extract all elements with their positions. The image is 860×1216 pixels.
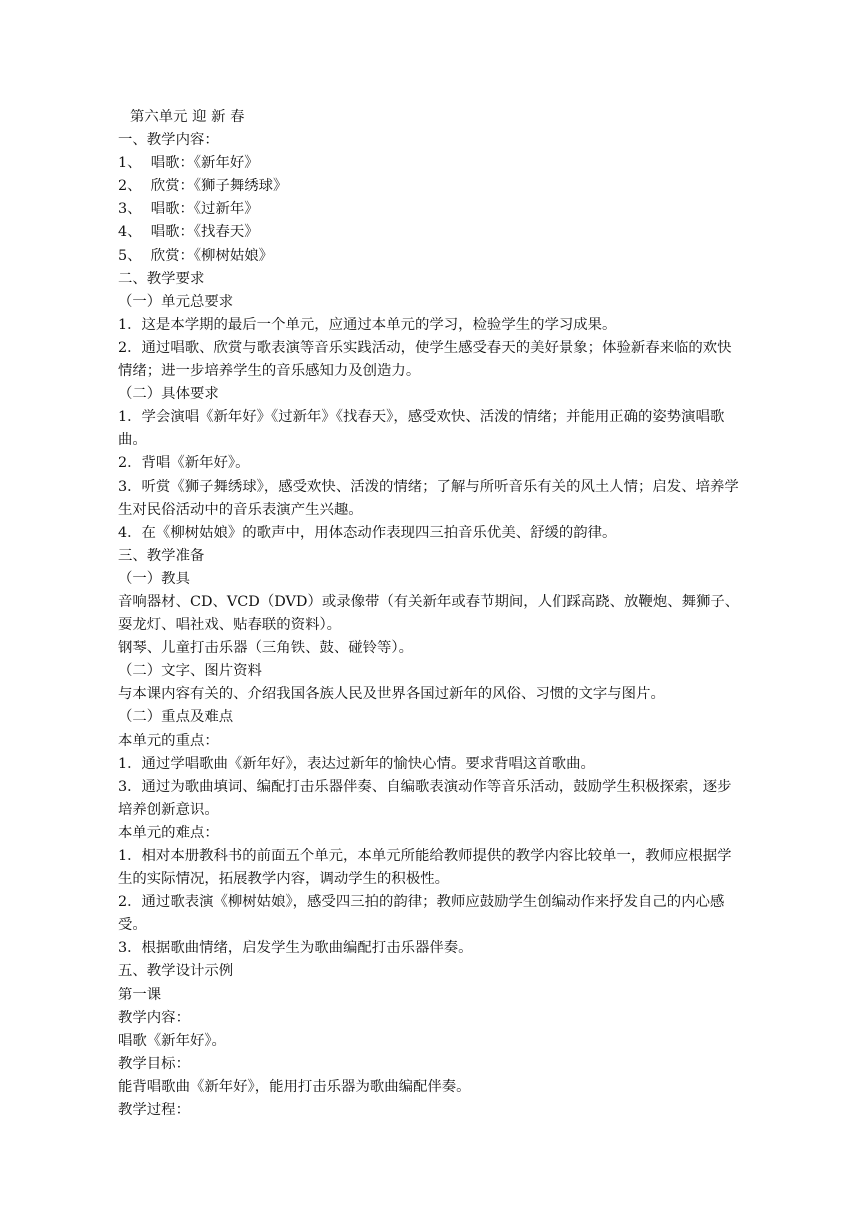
materials-paragraph: 与本课内容有关的、介绍我国各族人民及世界各国过新年的风俗、习惯的文字与图片。 (118, 686, 665, 703)
lesson-process-label: 教学过程： (118, 1102, 190, 1119)
content-item: 4、 唱歌：《找春天》 (118, 224, 259, 241)
requirement-paragraph: 2．背唱《新年好》。 (118, 455, 250, 472)
subheading-specific: （二）具体要求 (118, 386, 219, 403)
lesson-goal-label: 教学目标： (118, 1055, 190, 1072)
subheading-materials: （二）文字、图片资料 (118, 663, 262, 680)
section-heading-preparation: 三、教学准备 (118, 547, 205, 564)
difficulty-paragraph: 2．通过歌表演《柳树姑娘》，感受四三拍的韵律；教师应鼓励学生创编动作来抒发自己的内心感受。 (118, 894, 725, 934)
lesson-title: 第一课 (118, 986, 162, 1003)
requirement-paragraph: 3．听赏《狮子舞绣球》，感受欢快、活泼的情绪；了解与所听音乐有关的风土人情；启发、培养学生对民俗活动中的音乐表演产生兴趣。 (118, 478, 739, 518)
lesson-goal: 能背唱歌曲《新年好》，能用打击乐器为歌曲编配伴奏。 (118, 1078, 471, 1095)
content-item: 5、 欣赏：《柳树姑娘》 (118, 247, 274, 264)
difficulty-paragraph: 1．相对本册教科书的前面五个单元，本单元所能给教师提供的教学内容比较单一，教师应根据学生的实际情况，拓展教学内容，调动学生的积极性。 (118, 848, 732, 888)
content-item: 2、 欣赏：《狮子舞绣球》 (118, 178, 288, 195)
subheading-overall: （一）单元总要求 (118, 293, 234, 310)
preparation-paragraph: 钢琴、儿童打击乐器（三角铁、鼓、碰铃等）。 (118, 640, 414, 657)
section-heading-content: 一、教学内容： (118, 132, 219, 149)
key-points-label: 本单元的重点： (118, 732, 219, 749)
section-heading-requirements: 二、教学要求 (118, 270, 205, 287)
requirement-paragraph: 2．通过唱歌、欣赏与歌表演等音乐实践活动，使学生感受春天的美好景象；体验新春来临的欢快情绪；进一步培养学生的音乐感知力及创造力。 (118, 339, 732, 380)
content-item: 3、 唱歌：《过新年》 (118, 201, 259, 218)
preparation-paragraph: 音响器材、CD、VCD（DVD）或录像带（有关新年或春节期间，人们踩高跷、放鞭炮、舞狮子、耍龙灯、唱社戏、贴春联的资料）。 (118, 593, 740, 634)
lesson-content: 唱歌《新年好》。 (118, 1032, 226, 1049)
document-page (118, 106, 742, 1122)
unit-title: 第六单元 迎 新 春 (130, 109, 245, 125)
subheading-teaching-aids: （一）教具 (118, 570, 190, 587)
difficulties-label: 本单元的难点： (118, 824, 219, 841)
requirement-paragraph: 1．学会演唱《新年好》《过新年》《找春天》，感受欢快、活泼的情绪；并能用正确的姿势演唱歌曲。 (118, 409, 725, 449)
lesson-content-label: 教学内容： (118, 1009, 190, 1026)
key-point-paragraph: 3．通过为歌曲填词、编配打击乐器伴奏、自编歌表演动作等音乐活动，鼓励学生积极探索，逐步培养创新意识。 (118, 778, 732, 818)
key-point-paragraph: 1．通过学唱歌曲《新年好》，表达过新年的愉快心情。要求背唱这首歌曲。 (118, 755, 595, 772)
difficulty-paragraph: 3．根据歌曲情绪，启发学生为歌曲编配打击乐器伴奏。 (118, 940, 473, 957)
section-heading-design: 五、教学设计示例 (118, 963, 234, 980)
requirement-paragraph: 4．在《柳树姑娘》的歌声中，用体态动作表现四三拍音乐优美、舒缓的韵律。 (118, 524, 617, 541)
requirement-paragraph: 1．这是本学期的最后一个单元，应通过本单元的学习，检验学生的学习成果。 (118, 316, 617, 333)
content-item: 1、 唱歌：《新年好》 (118, 155, 259, 172)
subheading-key-difficult: （二）重点及难点 (118, 709, 234, 726)
